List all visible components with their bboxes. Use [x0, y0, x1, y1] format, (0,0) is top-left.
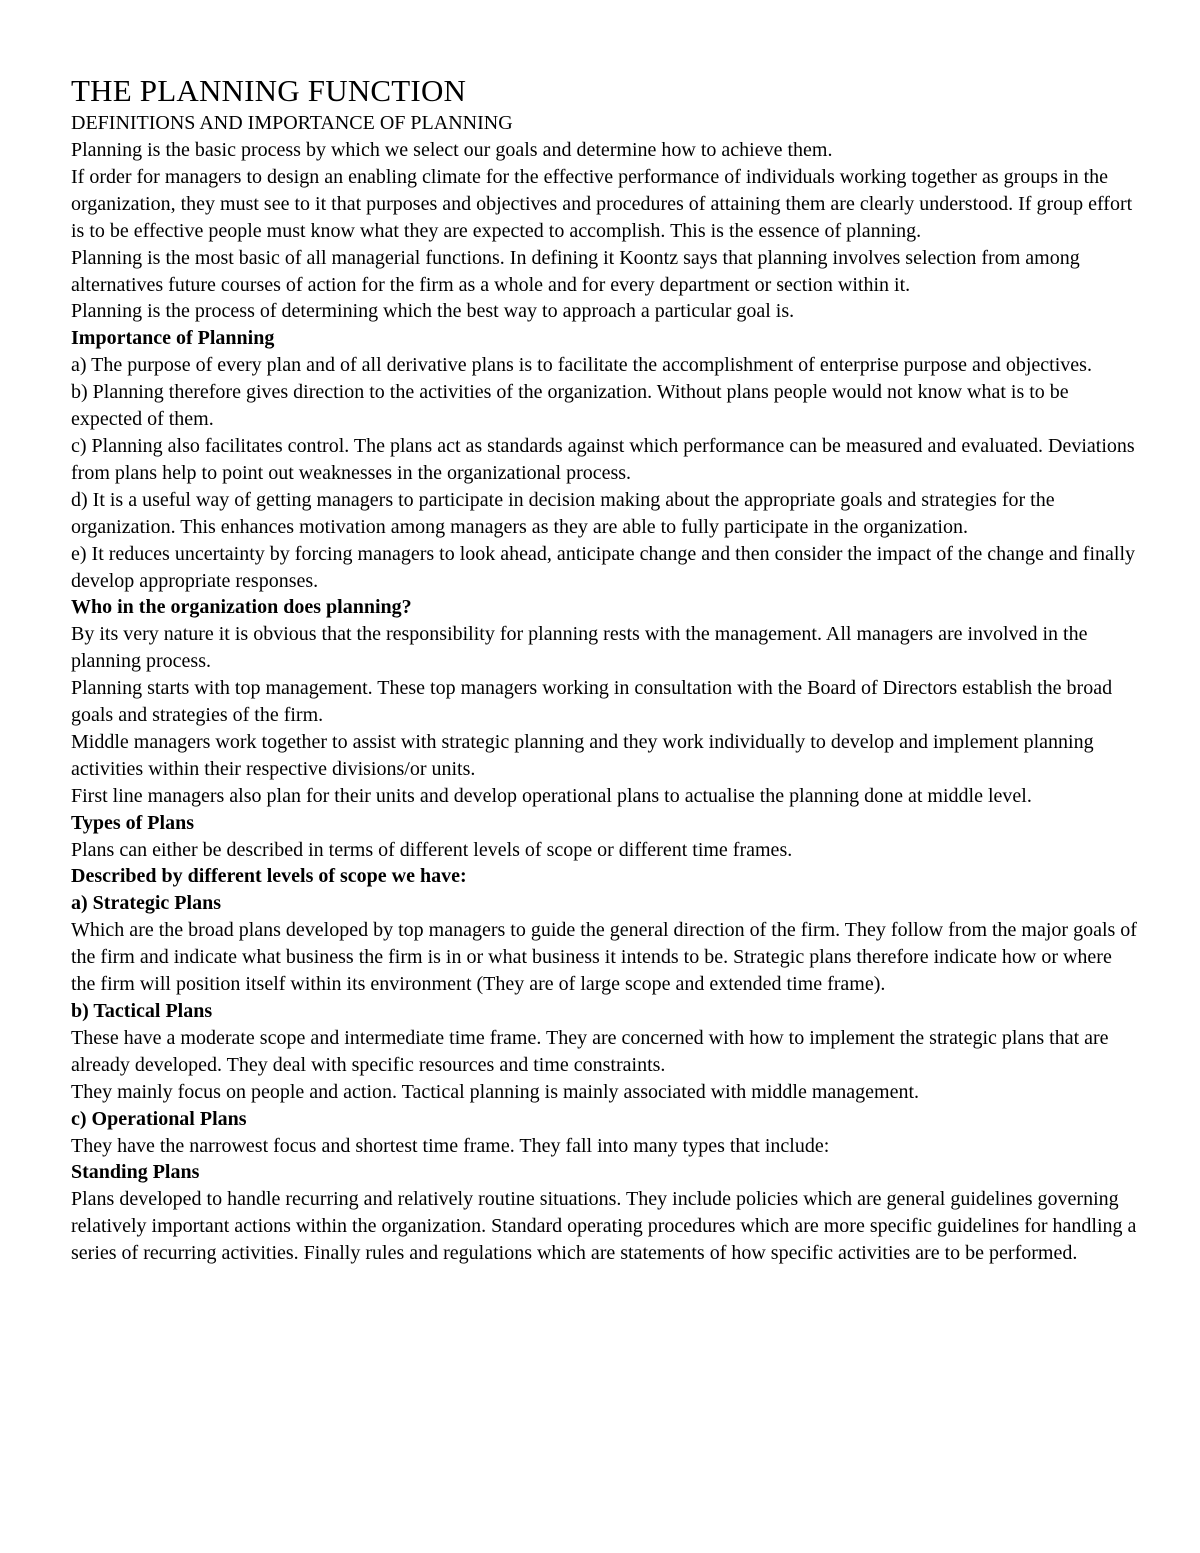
- document-subtitle: DEFINITIONS AND IMPORTANCE OF PLANNING: [71, 112, 513, 134]
- subsection-heading: a) Strategic Plans: [71, 892, 221, 915]
- list-paragraph: c) Planning also facilitates control. The plans act as standards against which performance can be measured and evaluated. Deviations from plans help to point out weaknesses in the organizational process.: [71, 434, 1135, 484]
- list-paragraph: a) The purpose of every plan and of all derivative plans is to facilitate the accomplishment of enterprise purpose and objectives.: [71, 354, 1092, 377]
- paragraph: Which are the broad plans developed by top managers to guide the general direction of the firm. They follow from the major goals of the firm and indicate what business the firm is in or what business it intends to be. Strategic plans therefore indicate how or where the firm will position itself within its environment (They are of large scope and extended time frame).: [71, 919, 1137, 996]
- paragraph: Planning starts with top management. These top managers working in consultation with the Board of Directors establish the broad goals and strategies of the firm.: [71, 677, 1113, 727]
- section-heading: Who in the organization does planning?: [71, 596, 412, 619]
- paragraph: By its very nature it is obvious that the responsibility for planning rests with the management. All managers are involved in the planning process.: [71, 623, 1088, 673]
- paragraph: If order for managers to design an enabling climate for the effective performance of individuals working together as groups in the organization, they must see to it that purposes and objectives and procedures of attaining them are clearly understood. If group effort is to be effective people must know what they are expected to accomplish. This is the essence of planning.: [71, 165, 1133, 242]
- paragraph: Plans developed to handle recurring and relatively routine situations. They include policies which are general guidelines governing relatively important actions within the organization. Standard operating procedures which are more specific guidelines for handling a series of recurring activities. Finally rules and regulations which are statements of how specific activities are to be performed.: [71, 1188, 1137, 1265]
- section-heading: Types of Plans: [71, 811, 194, 834]
- list-paragraph: b) Planning therefore gives direction to the activities of the organization. Without plans people would not know what is to be expected of them.: [71, 381, 1069, 431]
- section-heading: Described by different levels of scope we have:: [71, 865, 467, 888]
- paragraph: They mainly focus on people and action. Tactical planning is mainly associated with middle management.: [71, 1080, 919, 1103]
- paragraph: Middle managers work together to assist with strategic planning and they work individually to develop and implement planning activities within their respective divisions/or units.: [71, 730, 1094, 780]
- paragraph: First line managers also plan for their units and develop operational plans to actualise the planning done at middle level.: [71, 784, 1032, 807]
- subsection-heading: c) Operational Plans: [71, 1107, 247, 1130]
- paragraph: Planning is the basic process by which we select our goals and determine how to achieve them.: [71, 139, 833, 161]
- paragraph: They have the narrowest focus and shortest time frame. They fall into many types that include:: [71, 1134, 830, 1157]
- paragraph: Plans can either be described in terms of different levels of scope or different time frames.: [71, 838, 793, 861]
- section-heading: Importance of Planning: [71, 327, 275, 350]
- subsection-heading: b) Tactical Plans: [71, 1000, 213, 1022]
- list-paragraph: d) It is a useful way of getting managers to participate in decision making about the appropriate goals and strategies for the organization. This enhances motivation among managers as they are able to fully participate in the organization.: [71, 488, 1055, 538]
- paragraph: These have a moderate scope and intermediate time frame. They are concerned with how to implement the strategic plans that are already developed. They deal with specific resources and time constraints.: [71, 1026, 1109, 1076]
- document-page: [71, 72, 1141, 1267]
- list-paragraph: e) It reduces uncertainty by forcing managers to look ahead, anticipate change and then consider the impact of the change and finally develop appropriate responses.: [71, 542, 1136, 592]
- paragraph: Planning is the process of determining which the best way to approach a particular goal is.: [71, 300, 795, 323]
- subsection-heading: Standing Plans: [71, 1161, 200, 1184]
- paragraph: Planning is the most basic of all managerial functions. In defining it Koontz says that planning involves selection from among alternatives future courses of action for the firm as a whole and for every department or section within it.: [71, 246, 1080, 296]
- document-title: THE PLANNING FUNCTION: [71, 73, 467, 108]
